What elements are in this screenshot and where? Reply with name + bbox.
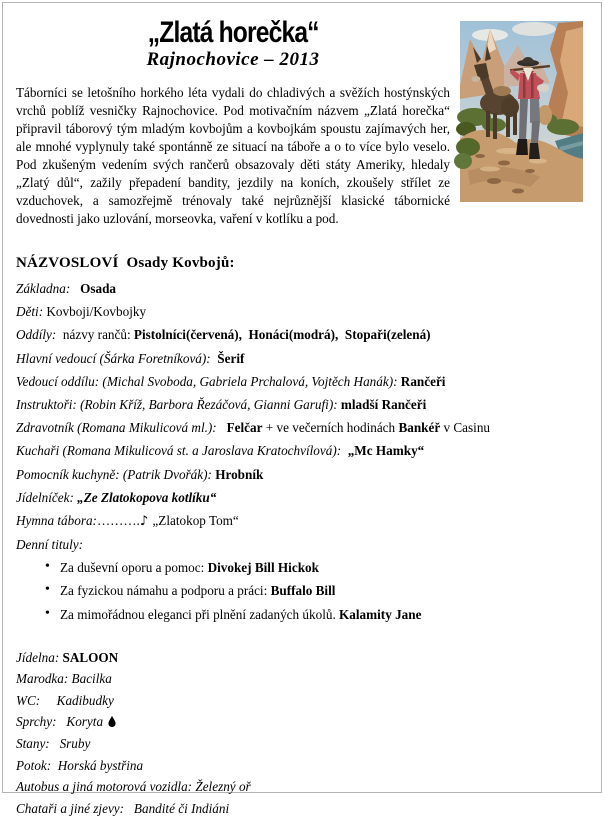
term-base <box>16 281 589 296</box>
term-unit-leaders <box>16 374 589 389</box>
text-segment: „Mc Hamky“ <box>347 443 425 459</box>
intro-paragraph: Táborníci se letošního horkého léta vydali do chladivých a svěžích hostýnských vrchů poblíž vesničky Rajnochovice. Pod motivačním názvem „Zlatá horečka“ připravil táborový tým mladým kovbojům a kovbojkám spoustu zajímavých her, ale mnohé vyplynuly také spontánně ze situací na táboře a o to více bylo veselo. Pod zkušeným vedením svých rančerů obsazovaly děti státy Ameriky, hledaly „Zlatý důl“, zažily přepadení bandity, jezdily na koních, zkoušely střílet ze vzduchovek, a samozřejmě trénovaly také nejrůznější klasické tábornické dovednosti jako uzlování, morseovka, vaření v kotlíku a pod. <box>16 85 450 226</box>
doc-subtitle: Rajnochovice – 2013 <box>146 49 320 70</box>
text-segment: Bankéř <box>398 420 441 436</box>
term-creek <box>16 758 589 773</box>
text-segment: Autobus a jiná motorová vozidla: Železný oř <box>16 779 251 795</box>
text-segment: Jídelníček: <box>16 489 78 505</box>
term-daily-titles-label <box>16 537 589 552</box>
doc-title-text: „Zlatá horečka“ <box>147 16 319 49</box>
text-segment: Hrobník <box>215 466 264 482</box>
text-segment: Buffalo Bill <box>270 583 336 599</box>
text-segment: SALOON <box>62 649 119 665</box>
term-infirmary <box>16 671 589 686</box>
text-segment: Stany: Sruby <box>16 736 91 751</box>
term-bus <box>16 779 589 794</box>
text-segment: „Ze Zlatokopova kotlíku“ <box>77 489 217 505</box>
terminology-list <box>16 281 589 816</box>
text-segment: Zdravotník (Romana Mikulicová ml.): <box>16 420 227 436</box>
text-segment: Jídelna: <box>16 649 63 665</box>
term-cottagers <box>16 801 589 816</box>
text-segment: Chataři a jiné zjevy: Bandité či Indiáni <box>16 800 230 816</box>
term-head-leader <box>16 351 589 366</box>
text-segment: Základna: <box>16 281 81 296</box>
text-segment: Za duševní oporu a pomoc: <box>60 560 208 576</box>
text-segment: Vedoucí oddílu: (Michal Svoboda, Gabriela Prchalová, Vojtěch Hanák): <box>16 373 401 389</box>
text-segment: Marodka: Bacilka <box>16 671 112 687</box>
daily-title-physical <box>16 583 589 598</box>
text-segment: Instruktoři: (Robin Kříž, Barbora Řezáčová, Gianni Garufi): <box>16 396 341 412</box>
term-anthem <box>16 513 589 529</box>
text-segment: v Casinu <box>440 420 491 436</box>
text-segment: ♪ <box>139 513 153 529</box>
text-segment: Hymna tábora: <box>16 512 97 528</box>
term-dining <box>16 650 589 665</box>
prospector-painting-image <box>460 21 583 202</box>
text-segment: Pomocník kuchyně: (Patrik Dvořák): <box>16 466 216 482</box>
term-units <box>16 327 589 342</box>
term-children <box>16 304 589 319</box>
section-heading: NÁZVOSLOVÍ Osady Kovbojů: <box>16 255 235 271</box>
text-segment: Felčar <box>226 420 263 436</box>
text-segment: ………. <box>96 512 140 528</box>
text-segment: Za fyzickou námahu a podporu a práci: <box>60 583 271 599</box>
text-segment: WC: Kadibudky <box>16 692 114 708</box>
text-segment: Kovboji/Kovbojky <box>46 304 147 320</box>
daily-title-mental <box>16 560 589 575</box>
text-segment: Kalamity Jane <box>339 606 422 622</box>
term-cooks <box>16 443 589 458</box>
term-tents <box>16 736 589 751</box>
text-segment: Šerif <box>217 350 245 366</box>
text-segment: Za mimořádnou eleganci při plnění zadaných úkolů. <box>60 606 340 622</box>
text-segment: Rančeři <box>400 373 446 389</box>
text-segment: názvy rančů: <box>62 327 134 343</box>
text-segment: Divokej Bill Hickok <box>207 560 319 576</box>
term-kitchen-helper <box>16 467 589 482</box>
term-showers <box>16 714 589 729</box>
term-menu <box>16 490 589 505</box>
term-instructors <box>16 397 589 412</box>
prospector-painting-svg <box>460 21 583 202</box>
text-segment: Denní tituly: <box>16 537 84 553</box>
text-segment: Sprchy: Koryta <box>16 714 107 730</box>
water-drop-icon <box>108 716 116 727</box>
text-segment: „Zlatokop Tom“ <box>152 512 239 528</box>
text-segment: Pistolníci(červená), Honáci(modrá), Stopaři(zelená) <box>133 327 431 343</box>
text-segment: Potok: Horská bystřina <box>16 757 144 773</box>
text-segment: Hlavní vedoucí (Šárka Foretníková): <box>16 350 218 366</box>
text-segment: Osada <box>80 281 117 296</box>
term-wc <box>16 693 589 708</box>
document-page <box>2 2 602 816</box>
text-segment: + ve večerních hodinách <box>262 420 399 436</box>
text-segment: Oddíly: <box>16 327 63 343</box>
term-medic <box>16 420 589 435</box>
text-segment: mladší Rančeři <box>340 396 427 412</box>
daily-title-elegance <box>16 607 589 622</box>
text-segment: Kuchaři (Romana Mikulicová st. a Jaroslava Kratochvílová): <box>16 443 348 459</box>
text-segment: Děti: <box>16 304 47 320</box>
